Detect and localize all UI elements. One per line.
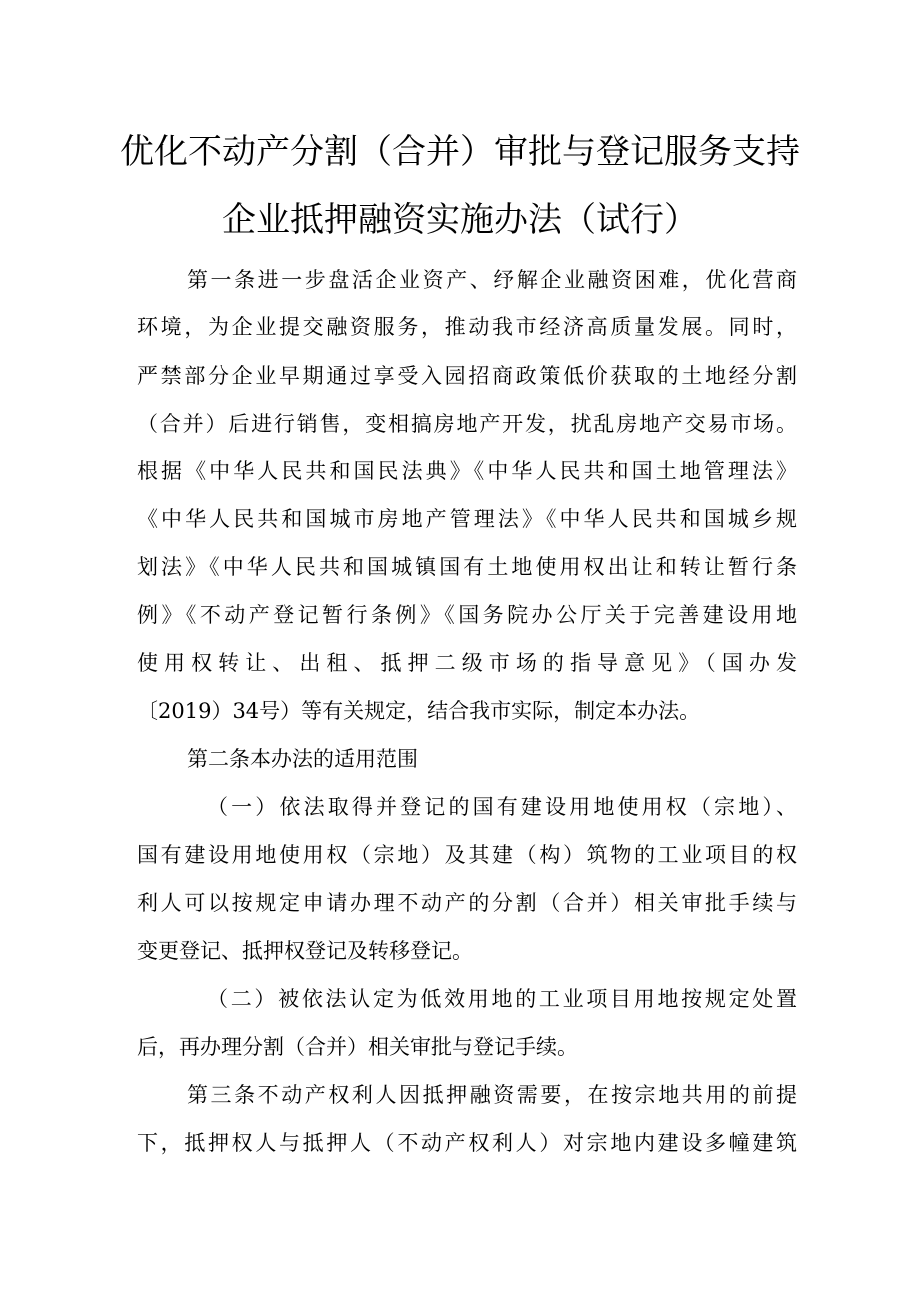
article-2-item-2-line-1: （二）被依法认定为低效用地的工业项目用地按规定处置	[207, 987, 797, 1011]
article-1-line-8: 例》《不动产登记暂行条例》《国务院办公厅关于完善建设用地	[137, 603, 797, 627]
article-1-line-4: （合并）后进行销售，变相搞房地产开发，扰乱房地产交易市场。	[137, 412, 797, 436]
article-3-line-2: 下，抵押权人与抵押人（不动产权利人）对宗地内建设多幢建筑	[137, 1131, 797, 1155]
article-2-item-1-line-1: （一）依法取得并登记的国有建设用地使用权（宗地）、	[207, 795, 797, 819]
article-1-line-7: 划法》《中华人民共和国城镇国有土地使用权出让和转让暂行条	[137, 555, 797, 579]
article-2-item-1-line-4: 变更登记、抵押权登记及转移登记。	[137, 939, 473, 963]
article-1-line-2: 环境，为企业提交融资服务，推动我市经济高质量发展。同时，	[137, 315, 797, 339]
article-2-heading: 第二条本办法的适用范围	[187, 747, 418, 771]
document-title-line-1: 优化不动产分割（合并）审批与登记服务支持	[120, 132, 800, 172]
article-1-line-9: 使用权转让、出租、抵押二级市场的指导意见》（国办发	[137, 651, 797, 675]
article-2-item-1-line-3: 利人可以按规定申请办理不动产的分割（合并）相关审批手续与	[137, 891, 797, 915]
article-3-line-1: 第三条不动产权利人因抵押融资需要，在按宗地共用的前提	[187, 1083, 797, 1107]
article-2-item-2-line-2: 后，再办理分割（合并）相关审批与登记手续。	[137, 1035, 578, 1059]
article-1-line-6: 《中华人民共和国城市房地产管理法》《中华人民共和国城乡规	[137, 507, 797, 531]
article-1-line-1: 第一条进一步盘活企业资产、纾解企业融资困难，优化营商	[187, 268, 797, 292]
document-title-line-2: 企业抵押融资实施办法（试行）	[222, 200, 698, 240]
article-1-line-3: 严禁部分企业早期通过享受入园招商政策低价获取的土地经分割	[137, 364, 797, 388]
article-2-item-1-line-2: 国有建设用地使用权（宗地）及其建（构）筑物的工业项目的权	[137, 843, 797, 867]
article-1-line-5: 根据《中华人民共和国民法典》《中华人民共和国土地管理法》	[137, 459, 797, 483]
article-1-line-10: 〔2019）34号）等有关规定，结合我市实际，制定本办法。	[137, 699, 701, 723]
